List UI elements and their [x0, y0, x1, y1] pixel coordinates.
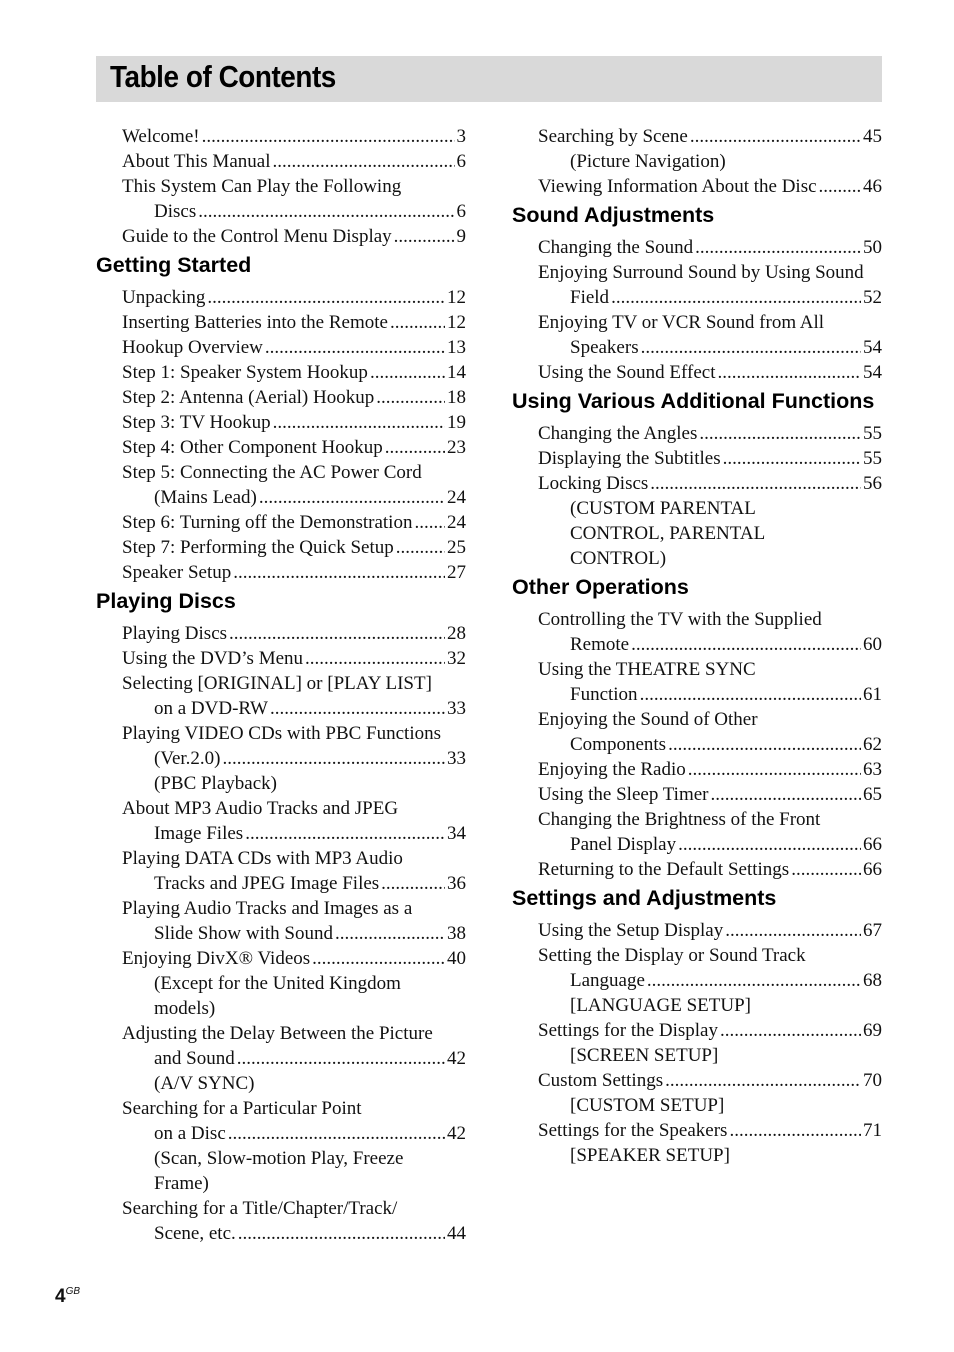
toc-entry-text: Step 2: Antenna (Aerial) Hookup	[122, 387, 375, 408]
toc-entry-text: Field	[570, 287, 610, 308]
toc-entry-last-line	[122, 535, 466, 560]
dot-leader	[394, 224, 455, 249]
toc-page-number: 6	[456, 151, 466, 172]
dot-leader	[718, 360, 862, 385]
toc-entry[interactable]	[122, 621, 466, 646]
dot-leader	[370, 360, 445, 385]
toc-entry[interactable]	[122, 335, 466, 360]
dot-leader	[690, 124, 861, 149]
toc-entry[interactable]	[538, 471, 882, 571]
toc-entry[interactable]	[122, 285, 466, 310]
dot-leader	[641, 335, 861, 360]
toc-page-number: 14	[447, 362, 466, 383]
toc-entry-text: Step 3: TV Hookup	[122, 412, 271, 433]
toc-entry-text: Tracks and JPEG Image Files	[154, 873, 380, 894]
toc-entry-text: Panel Display	[570, 834, 677, 855]
toc-entry[interactable]	[122, 946, 466, 1021]
toc-entry-text: Changing the Sound	[538, 237, 694, 258]
dot-leader	[647, 968, 861, 993]
dot-leader	[723, 446, 861, 471]
dot-leader	[414, 510, 445, 535]
toc-entry[interactable]	[538, 1068, 882, 1118]
dot-leader	[202, 124, 455, 149]
toc-entry-last-line	[122, 946, 466, 971]
toc-page-number: 40	[447, 948, 466, 969]
toc-entry-last-line	[122, 435, 466, 460]
toc-entry-line: Changing the Brightness of the Front	[538, 809, 821, 830]
toc-entry[interactable]	[122, 1021, 466, 1096]
toc-entry-last-line	[122, 360, 466, 385]
toc-entry[interactable]	[538, 1118, 882, 1168]
toc-entry[interactable]	[538, 782, 882, 807]
dot-leader	[695, 235, 861, 260]
toc-entry-text: Searching by Scene	[538, 126, 688, 147]
toc-entry-text: Settings for the Display	[538, 1020, 718, 1041]
toc-page-number: 66	[863, 859, 882, 880]
toc-entry[interactable]	[122, 385, 466, 410]
toc-page-number: 71	[863, 1120, 882, 1141]
toc-entry[interactable]	[122, 896, 466, 946]
toc-entry[interactable]	[538, 310, 882, 360]
page-number-value: 4	[55, 1286, 66, 1307]
toc-entry-text: Using the Sleep Timer	[538, 784, 709, 805]
toc-entry-subtitle: (Except for the United Kingdom	[154, 973, 401, 994]
dot-leader	[668, 732, 861, 757]
toc-entry-text: About This Manual	[122, 151, 271, 172]
dot-leader	[270, 696, 445, 721]
dot-leader	[725, 918, 861, 943]
dot-leader	[198, 199, 454, 224]
toc-entry[interactable]	[538, 446, 882, 471]
toc-entry[interactable]	[538, 918, 882, 943]
toc-entry[interactable]	[122, 560, 466, 585]
toc-entry-last-line	[538, 732, 882, 757]
toc-entry[interactable]	[122, 535, 466, 560]
toc-page-number: 38	[447, 923, 466, 944]
toc-page-number: 27	[447, 562, 466, 583]
toc-entry-last-line	[538, 918, 882, 943]
toc-entry-last-line	[122, 746, 466, 771]
dot-leader	[650, 471, 861, 496]
dot-leader	[229, 621, 445, 646]
toc-entry-subtitle: [CUSTOM SETUP]	[570, 1095, 725, 1116]
toc-entry-subtitle: CONTROL)	[570, 548, 667, 569]
toc-entry-subtitle: models)	[154, 998, 216, 1019]
toc-entry-line: Step 5: Connecting the AC Power Cord	[122, 462, 422, 483]
toc-page-number: 24	[447, 487, 466, 508]
toc-entry-last-line	[538, 471, 882, 496]
toc-entry-last-line	[538, 124, 882, 149]
dot-leader	[791, 857, 861, 882]
toc-page-number: 55	[863, 423, 882, 444]
toc-page-number: 54	[863, 362, 882, 383]
dot-leader	[335, 921, 445, 946]
toc-entry-last-line	[538, 757, 882, 782]
toc-entry-text: Remote	[570, 634, 630, 655]
toc-entry-line: Enjoying the Sound of Other	[538, 709, 758, 730]
toc-entry[interactable]	[122, 1096, 466, 1196]
toc-entry-last-line	[538, 1118, 882, 1143]
section-heading: Using Various Additional Functions	[512, 389, 875, 413]
dot-leader	[688, 757, 861, 782]
toc-entry-last-line	[122, 921, 466, 946]
toc-entry[interactable]	[538, 174, 882, 199]
toc-entry-subtitle: (Picture Navigation)	[570, 151, 726, 172]
toc-entry-last-line	[122, 696, 466, 721]
toc-entry-text: Language	[570, 970, 645, 991]
toc-entry[interactable]	[538, 607, 882, 657]
toc-entry-subtitle: [LANGUAGE SETUP]	[570, 995, 752, 1016]
toc-entry[interactable]	[122, 224, 466, 249]
dot-leader	[305, 646, 445, 671]
toc-entry-line: Selecting [ORIGINAL] or [PLAY LIST]	[122, 673, 432, 694]
toc-entry[interactable]	[538, 235, 882, 260]
toc-entry-last-line	[538, 857, 882, 882]
dot-leader	[207, 285, 445, 310]
toc-entry[interactable]	[538, 943, 882, 1018]
section-heading: Getting Started	[96, 253, 252, 277]
toc-entry-last-line	[122, 621, 466, 646]
toc-entry[interactable]	[538, 757, 882, 782]
dot-leader	[631, 632, 861, 657]
toc-entry-last-line	[538, 1068, 882, 1093]
toc-entry-last-line	[122, 285, 466, 310]
section-heading: Settings and Adjustments	[512, 886, 777, 910]
toc-entry-last-line	[122, 1121, 466, 1146]
dot-leader	[259, 485, 445, 510]
toc-entry-last-line	[122, 410, 466, 435]
dot-leader	[665, 1068, 861, 1093]
toc-page-number: 42	[447, 1123, 466, 1144]
toc-entry-text: Playing Discs	[122, 623, 228, 644]
toc-entry[interactable]	[538, 260, 882, 310]
toc-page-number: 32	[447, 648, 466, 669]
toc-entry[interactable]	[538, 857, 882, 882]
toc-page-number: 28	[447, 623, 466, 644]
toc-entry[interactable]	[538, 657, 882, 707]
toc-entry[interactable]	[122, 671, 466, 721]
toc-entry-text: on a Disc	[154, 1123, 226, 1144]
toc-entry-text: Hookup Overview	[122, 337, 263, 358]
toc-page-number: 33	[447, 698, 466, 719]
toc-page-number: 6	[456, 201, 466, 222]
toc-entry-text: Scene, etc.	[154, 1223, 236, 1244]
toc-entry-text: Welcome!	[122, 126, 200, 147]
toc-page-number: 63	[863, 759, 882, 780]
toc-page-number: 25	[447, 537, 466, 558]
toc-entry[interactable]	[122, 435, 466, 460]
toc-entry-last-line	[538, 174, 882, 199]
toc-entry-text: Function	[570, 684, 638, 705]
dot-leader	[222, 746, 445, 771]
toc-entry-last-line	[122, 1046, 466, 1071]
page-number-suffix: GB	[65, 1286, 81, 1297]
toc-entry-last-line	[122, 124, 466, 149]
toc-entry-line: Setting the Display or Sound Track	[538, 945, 806, 966]
title-bar	[96, 56, 882, 102]
toc-page-number: 66	[863, 834, 882, 855]
toc-entry-text: Using the Setup Display	[538, 920, 724, 941]
dot-leader	[720, 1018, 861, 1043]
toc-entry-text: Custom Settings	[538, 1070, 664, 1091]
toc-entry-text: on a DVD-RW	[154, 698, 268, 719]
toc-entry[interactable]	[122, 410, 466, 435]
dot-leader	[640, 682, 861, 707]
toc-entry-last-line	[538, 782, 882, 807]
dot-leader	[237, 1046, 445, 1071]
toc-entry[interactable]	[538, 124, 882, 174]
page-number	[55, 1286, 80, 1308]
toc-entry-line: Searching for a Title/Chapter/Track/	[122, 1198, 398, 1219]
toc-entry-line: Enjoying TV or VCR Sound from All	[538, 312, 825, 333]
toc-entry-last-line	[122, 1221, 466, 1246]
toc-entry-last-line	[538, 421, 882, 446]
toc-entry-text: Components	[570, 734, 667, 755]
toc-page-number: 55	[863, 448, 882, 469]
toc-entry-last-line	[122, 560, 466, 585]
toc-entry-last-line	[122, 646, 466, 671]
dot-leader	[710, 782, 861, 807]
toc-entry-line: Searching for a Particular Point	[122, 1098, 362, 1119]
toc-page-number: 24	[447, 512, 466, 533]
toc-entry-text: Step 1: Speaker System Hookup	[122, 362, 368, 383]
toc-page-number: 50	[863, 237, 882, 258]
toc-entry-text: Locking Discs	[538, 473, 649, 494]
toc-entry[interactable]	[122, 124, 466, 149]
toc-entry[interactable]	[122, 846, 466, 896]
toc-page-number: 44	[447, 1223, 466, 1244]
toc-entry-subtitle: CONTROL, PARENTAL	[570, 523, 766, 544]
toc-entry[interactable]	[538, 707, 882, 757]
toc-page-number: 9	[456, 226, 466, 247]
toc-page-number: 3	[456, 126, 466, 147]
toc-entry[interactable]	[538, 360, 882, 385]
section-heading: Other Operations	[512, 575, 689, 599]
dot-leader	[611, 285, 861, 310]
toc-entry[interactable]	[122, 1196, 466, 1246]
dot-leader	[376, 385, 445, 410]
dot-leader	[699, 421, 861, 446]
toc-entry[interactable]	[538, 421, 882, 446]
toc-page-number: 70	[863, 1070, 882, 1091]
toc-page-number: 45	[863, 126, 882, 147]
toc-page-number: 67	[863, 920, 882, 941]
dot-leader	[678, 832, 861, 857]
toc-entry-line: Adjusting the Delay Between the Picture	[122, 1023, 433, 1044]
toc-entry-subtitle: (PBC Playback)	[154, 773, 277, 794]
toc-entry-text: (Mains Lead)	[154, 487, 257, 508]
toc-page-number: 34	[447, 823, 466, 844]
toc-entry-text: Using the DVD’s Menu	[122, 648, 304, 669]
toc-page-number: 36	[447, 873, 466, 894]
toc-entry-subtitle: (CUSTOM PARENTAL	[570, 498, 756, 519]
toc-page-number: 56	[863, 473, 882, 494]
dot-leader	[245, 821, 445, 846]
toc-entry[interactable]	[122, 796, 466, 846]
toc-entry-line: Enjoying Surround Sound by Using Sound	[538, 262, 864, 283]
dot-leader	[273, 410, 445, 435]
toc-entry-last-line	[122, 310, 466, 335]
toc-entry-last-line	[538, 632, 882, 657]
toc-entry-last-line	[122, 821, 466, 846]
toc-entry-text: Slide Show with Sound	[154, 923, 333, 944]
toc-page-number: 52	[863, 287, 882, 308]
toc-right-column	[512, 124, 882, 1168]
toc-entry-last-line	[538, 285, 882, 310]
toc-entry-subtitle: [SPEAKER SETUP]	[570, 1145, 730, 1166]
toc-entry[interactable]	[122, 510, 466, 535]
toc-entry-text: Inserting Batteries into the Remote	[122, 312, 388, 333]
dot-leader	[819, 174, 861, 199]
toc-entry-last-line	[122, 224, 466, 249]
dot-leader	[396, 535, 445, 560]
toc-entry-last-line	[538, 968, 882, 993]
toc-page-number: 12	[447, 287, 466, 308]
toc-entry-text: Image Files	[154, 823, 244, 844]
toc-left-column	[96, 124, 466, 1246]
dot-leader	[390, 310, 445, 335]
toc-entry[interactable]	[122, 460, 466, 510]
toc-entry[interactable]	[122, 646, 466, 671]
toc-entry-last-line	[122, 335, 466, 360]
toc-entry-subtitle: Frame)	[154, 1173, 209, 1194]
toc-page-number: 61	[863, 684, 882, 705]
toc-entry[interactable]	[122, 310, 466, 335]
toc-entry-text: Viewing Information About the Disc	[538, 176, 817, 197]
toc-entry[interactable]	[122, 149, 466, 174]
toc-entry-text: Returning to the Default Settings	[538, 859, 790, 880]
toc-entry-last-line	[538, 1018, 882, 1043]
page-title: Table of Contents	[110, 59, 336, 94]
toc-entry-last-line	[538, 360, 882, 385]
toc-entry[interactable]	[538, 1018, 882, 1068]
toc-entry-text: Displaying the Subtitles	[538, 448, 721, 469]
dot-leader	[238, 1221, 445, 1246]
toc-page-number: 13	[447, 337, 466, 358]
toc-page-number: 23	[447, 437, 466, 458]
toc-entry-subtitle: (A/V SYNC)	[154, 1073, 255, 1094]
dot-leader	[265, 335, 445, 360]
toc-entry-last-line	[538, 446, 882, 471]
section-heading: Sound Adjustments	[512, 203, 715, 227]
toc-entry-text: Enjoying the Radio	[538, 759, 686, 780]
toc-entry-line: This System Can Play the Following	[122, 176, 402, 197]
toc-entry-last-line	[538, 682, 882, 707]
toc-entry-text: Enjoying DivX® Videos	[122, 948, 311, 969]
toc-page-number: 42	[447, 1048, 466, 1069]
toc-page-number: 69	[863, 1020, 882, 1041]
dot-leader	[381, 871, 445, 896]
toc-page-number: 65	[863, 784, 882, 805]
toc-entry[interactable]	[538, 807, 882, 857]
toc-entry-last-line	[122, 199, 466, 224]
toc-entry-last-line	[538, 832, 882, 857]
toc-entry-last-line	[122, 510, 466, 535]
toc-entry-text: Step 7: Performing the Quick Setup	[122, 537, 394, 558]
toc-page-number: 60	[863, 634, 882, 655]
toc-entry[interactable]	[122, 174, 466, 224]
toc-entry-text: Settings for the Speakers	[538, 1120, 728, 1141]
toc-entry-text: Using the Sound Effect	[538, 362, 716, 383]
toc-entry-subtitle: (Scan, Slow-motion Play, Freeze	[154, 1148, 404, 1169]
dot-leader	[233, 560, 445, 585]
dot-leader	[228, 1121, 445, 1146]
dot-leader	[385, 435, 445, 460]
toc-entry-text: Changing the Angles	[538, 423, 698, 444]
toc-entry-last-line	[122, 385, 466, 410]
toc-entry-text: Speaker Setup	[122, 562, 232, 583]
toc-page-number: 46	[863, 176, 882, 197]
toc-entry-text: (Ver.2.0)	[154, 748, 221, 769]
toc-entry-line: Controlling the TV with the Supplied	[538, 609, 822, 630]
toc-entry-line: Using the THEATRE SYNC	[538, 659, 756, 680]
toc-entry-text: Guide to the Control Menu Display	[122, 226, 392, 247]
toc-entry-line: Playing VIDEO CDs with PBC Functions	[122, 723, 441, 744]
toc-page-number: 12	[447, 312, 466, 333]
toc-entry-text: Step 4: Other Component Hookup	[122, 437, 383, 458]
toc-entry-last-line	[122, 485, 466, 510]
toc-entry-line: About MP3 Audio Tracks and JPEG	[122, 798, 399, 819]
toc-entry-text: Speakers	[570, 337, 639, 358]
toc-page-number: 19	[447, 412, 466, 433]
toc-entry[interactable]	[122, 360, 466, 385]
toc-entry[interactable]	[122, 721, 466, 796]
toc-entry-text: Discs	[154, 201, 197, 222]
toc-entry-last-line	[122, 871, 466, 896]
section-heading: Playing Discs	[96, 589, 236, 613]
toc-entry-last-line	[122, 149, 466, 174]
toc-entry-last-line	[538, 335, 882, 360]
toc-entry-last-line	[538, 235, 882, 260]
toc-entry-line: Playing DATA CDs with MP3 Audio	[122, 848, 403, 869]
toc-page-number: 62	[863, 734, 882, 755]
toc-entry-subtitle: [SCREEN SETUP]	[570, 1045, 719, 1066]
dot-leader	[312, 946, 445, 971]
toc-entry-text: and Sound	[154, 1048, 235, 1069]
dot-leader	[729, 1118, 861, 1143]
toc-page-number: 33	[447, 748, 466, 769]
toc-entry-text: Step 6: Turning off the Demonstration	[122, 512, 413, 533]
toc-page-number: 68	[863, 970, 882, 991]
toc-entry-line: Playing Audio Tracks and Images as a	[122, 898, 413, 919]
toc-entry-text: Unpacking	[122, 287, 206, 308]
toc-page-number: 18	[447, 387, 466, 408]
dot-leader	[272, 149, 454, 174]
toc-page-number: 54	[863, 337, 882, 358]
